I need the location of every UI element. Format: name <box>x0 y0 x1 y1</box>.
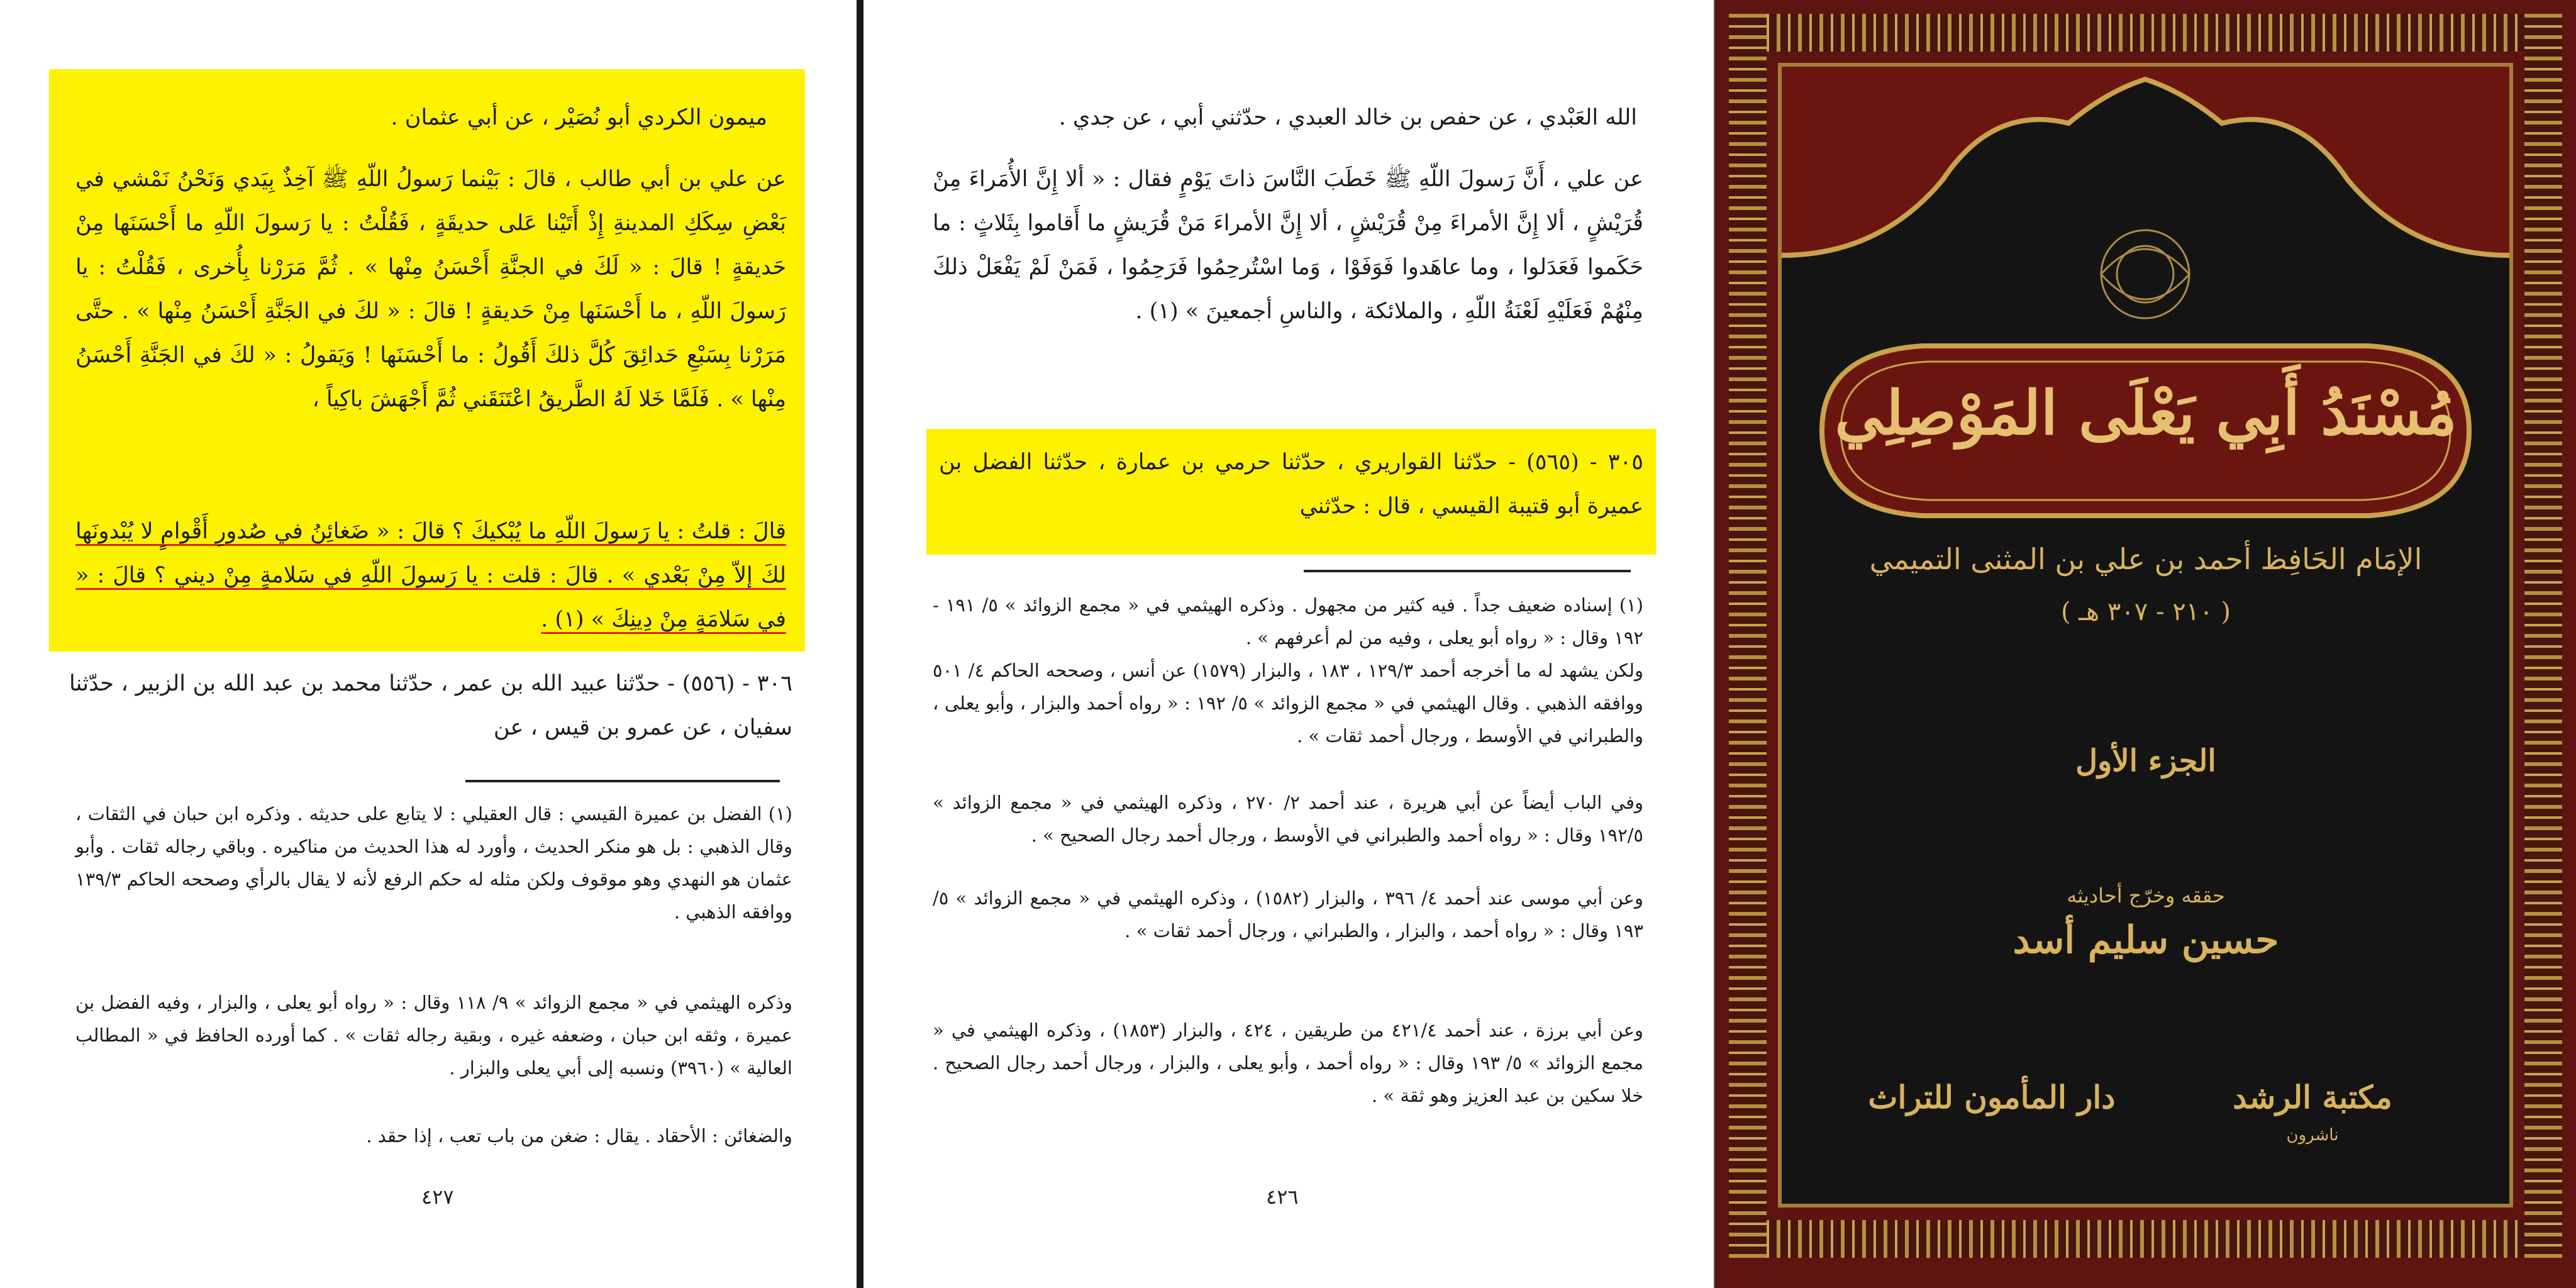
page-number: ٤٢٦ <box>1266 1185 1299 1209</box>
cover-dates: ( ٢١٠ - ٣٠٧ هـ ) <box>2060 597 2231 626</box>
middle-page <box>863 0 1714 1288</box>
middle-footnote-3: وفي الباب أيضاً عن أبي هريرة ، عند أحمد ٢/ ٢٧٠ ، وذكره الهيثمي في « مجمع الزوائد » ١٩٢/٥ وقال : « رواه أحمد والطبراني في الأوسط ، ورجال أحمد رجال الصحيح » . <box>933 792 1644 846</box>
ornament-band-top <box>1734 14 2557 52</box>
underlined-hadith-text: قالَ : قلتُ : يا رَسولَ اللّهِ ما يُبْكيكَ ؟ قالَ : « ضَغائِنُ في صُدورِ أَقْوامٍ لا يُبْدونَها لكَ إلاّ مِنْ بَعْدي » . قالَ : قلت : يا رَسولَ اللّهِ في سَلامةٍ مِنْ ديني ؟ قالَ : « في سَلامَةٍ مِنْ دِينِكَ » (١) . <box>75 519 786 634</box>
footnote-rule <box>1304 570 1631 572</box>
middle-footnote-5: وعن أبي برزة ، عند أحمد ٤٢١/٤ من طريقين ، ٤٢٤ ، والبزار (١٨٥٣) ، وذكره الهيثمي في « مجمع الزوائد » ٥/ ١٩٣ وقال : « رواه أحمد ، وأبو يعلى ، والبزار ، ورجال أحمد رجال الصحيح . خلا سكين بن عبد العزيز وهو ثقة » . <box>933 1019 1644 1106</box>
ornament-band-left <box>1729 14 1767 1258</box>
left-footnote-3: والضغائن : الأحقاد . يقال : ضغن من باب تعب ، إذا حقد . <box>366 1125 792 1146</box>
middle-hadith-text: عن علي ، أَنَّ رَسولَ اللّهِ ﷺ خَطَبَ النَّاسَ ذاتَ يَوْمٍ فقال : « ألا إِنَّ الأُمَراءَ مِنْ قُرَيْشٍ ، ألا إِنَّ الأمراءَ مِنْ قُرَيْشٍ ، ألا إِنَّ الأمراءَ مَنْ قُرَيشٍ ما أَقاموا بِثَلاثٍ : ما حَكَموا فَعَدَلوا ، وما عاهَدوا فَوَفَوْا ، وَما اسْتُرحِمُوا فَرَحِمُوا ، فَمَنْ لَمْ يَفْعَلْ ذلكَ مِنْهُمْ فَعَلَيْهِ لَعْنَةُ اللّهِ ، والملائكة ، والناسِ أجمعينَ » (١) . <box>933 167 1643 324</box>
left-footnote-1: (١) الفضل بن عميرة القيسي : قال العقيلي : لا يتابع على حديثه . وذكره ابن حبان في الثقات ، وقال الذهبي : بل هو منكر الحديث ، وأورد له هذا الحديث من مناكيره . وباقي رجاله ثقات . وأبو عثمان هو النهدي وهو موقوف ولكن مثله له حكم الرفع لأنه لا يقال بالرأي وصححه الحاكم ١٣٩/٣ ووافقه الذهبي . <box>75 803 792 923</box>
left-footnote-2: وذكره الهيثمي في « مجمع الزوائد » ٩/ ١١٨ وقال : « رواه أبو يعلى ، والبزار ، وفيه الفضل بن عميرة ، وثقه ابن حبان ، وضعفه غيره ، وبقية رجاله ثقات » . كما أورده الحافظ في « المطالب العالية » (٣٩٦٠) ونسبه إلى أبي يعلى والبزار . <box>75 992 792 1079</box>
hadith-305: ٣٠٥ - (٥٦٥) - حدّثنا القواريري ، حدّثنا حرمي بن عمارة ، حدّثنا الفضل بن عميرة أبو قتيبة القيسي ، قال : حدّثني <box>939 450 1644 519</box>
left-hadith-paragraph-1 <box>75 157 786 421</box>
publisher-right-sub: ناشرون <box>2286 1126 2339 1145</box>
cover-author: الإمَام الحَافِظ أحمد بن علي بن المثنى التميمي <box>1869 542 2423 576</box>
middle-footnote-2: ولكن يشهد له ما أخرجه أحمد ١٢٩/٣ ، ١٨٣ ، والبزار (١٥٧٩) عن أنس ، وصححه الحاكم ٤/ ٥٠١ ووافقه الذهبي . وقال الهيثمي في « مجمع الزوائد » ٥/ ١٩٢ : « رواه أحمد والبزار ، وأبو يعلى ، والطبراني في الأوسط ، ورجال أحمد ثقات » . <box>933 660 1644 747</box>
hadith-306: ٣٠٦ - (٥٥٦) - حدّثنا عبيد الله بن عمر ، حدّثنا محمد بن عبد الله بن الزبير ، حدّثنا سفيان ، عن عمرو بن قيس ، عن <box>69 671 792 740</box>
ornament-band-bottom <box>1734 1220 2557 1258</box>
publisher-right: مكتبة الرشد <box>2233 1079 2392 1116</box>
left-page <box>0 0 857 1288</box>
volume-label: الجزء الأول <box>2075 743 2216 779</box>
middle-footnote-4: وعن أبي موسى عند أحمد ٤/ ٣٩٦ ، والبزار (١٥٨٢) ، وذكره الهيثمي في « مجمع الزوائد » ٥/ ١٩٣ وقال : « رواه أحمد ، والبزار ، والطبراني ، ورجال أحمد ثقات » . <box>933 887 1643 941</box>
publisher-left: دار المأمون للتراث <box>1868 1079 2116 1116</box>
book-cover <box>1715 0 2576 1288</box>
editor-name: حسين سليم أسد <box>2012 918 2279 962</box>
hadith-text: عن علي بن أبي طالب ، قالَ : بَيْنما رَسولُ اللّهِ ﷺ آخِذٌ بِيَدي وَنَحْنُ نَمْشي في بَعْضِ سِكَكِ المدينةِ إِذْ أَتَيْنا عَلى حديقَةٍ ، فَقُلْتُ : يا رَسولَ اللّهِ ما أَحْسَنَها مِنْ حَديقةٍ ! قالَ : « لَكَ في الجنَّةِ أَحْسَنُ مِنْها » . ثُمَّ مَرَرْنا بِأُخرى ، فَقُلْتُ : يا رَسولَ اللّهِ ، ما أَحْسَنَها مِنْ حَديقةٍ ! قالَ : « لكَ في الجَنَّةِ أَحْسَنُ مِنْها » . حتَّى مَرَرْنا بِسَبْعِ حَدائِقَ كُلَّ ذلكَ أَقُولُ : ما أَحْسَنَها ! وَيَقولُ : « لكَ في الجَنَّةِ أَحْسَنُ مِنْها » . فَلَمَّا خَلا لَهُ الطَّريقُ اعْتَنَقَني ثُمَّ أَجْهَشَ باكِياً ، <box>75 167 786 412</box>
middle-top-line: الله العَبْدي ، عن حفص بن خالد العبدي ، حدّثني أبي ، عن جدي . <box>1058 105 1637 130</box>
footnote-rule <box>465 780 780 782</box>
left-hadith-paragraph-2 <box>75 509 786 641</box>
cover-title: مُسْنَدُ أَبِي يَعْلَى المَوْصِلِي <box>1835 377 2457 448</box>
page-number: ٤٢٧ <box>421 1185 454 1209</box>
editor-label: حققه وخرّج أحاديثه <box>2067 884 2225 908</box>
page-divider <box>857 0 863 1288</box>
left-top-line: ميمون الكردي أبو نُصَيْر ، عن أبي عثمان . <box>391 105 767 130</box>
middle-footnote-1: (١) إسناده ضعيف جداً . فيه كثير من مجهول . وذكره الهيثمي في « مجمع الزوائد » ٥/ ١٩١ - ١٩٢ وقال : « رواه أبو يعلى ، وفيه من لم أعرفهم » . <box>933 594 1643 648</box>
ornament-band-right <box>2524 14 2562 1258</box>
